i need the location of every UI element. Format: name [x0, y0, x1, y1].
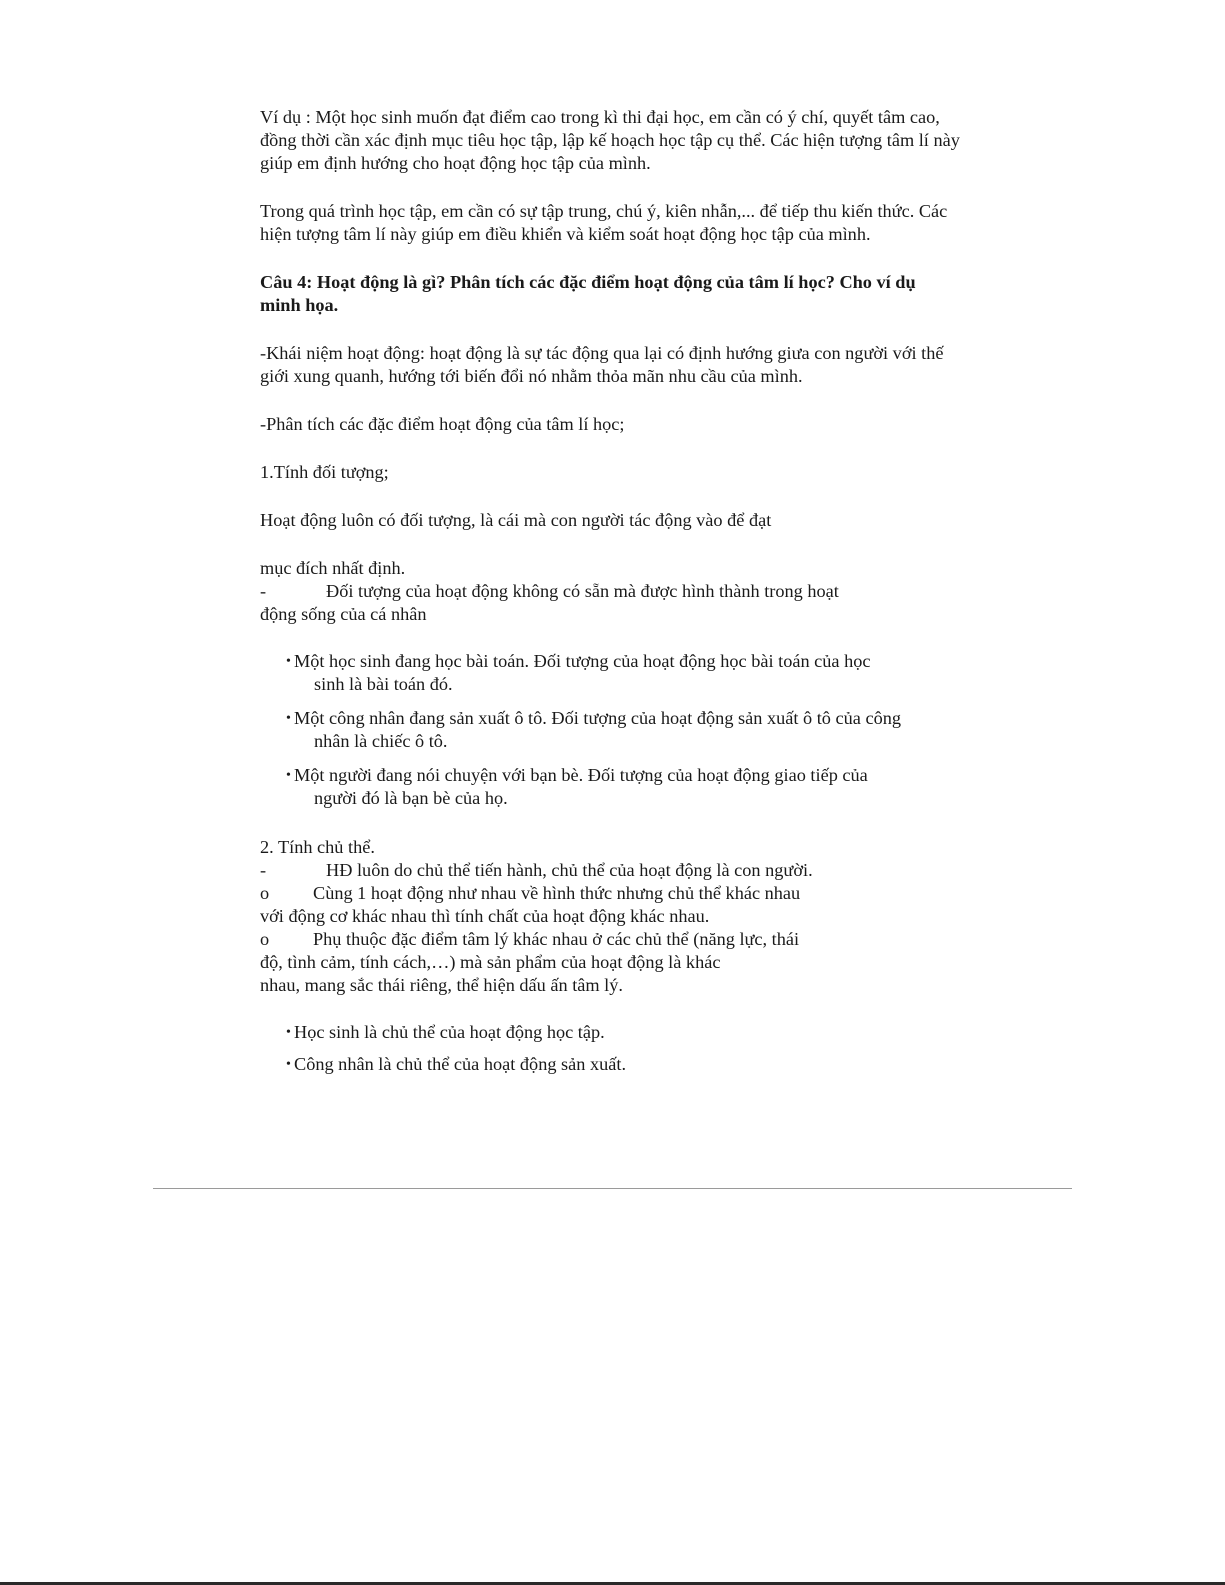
- list-item-text: Học sinh là chủ thể của hoạt động học tập.: [294, 1022, 605, 1042]
- section2-o1-text: Cùng 1 hoạt động như nhau về hình thức nhưng chủ thể khác nhau: [313, 883, 801, 903]
- section1-paragraph: Hoạt động luôn có đối tượng, là cái mà con người tác động vào để đạt: [260, 510, 772, 530]
- section1-title: 1.Tính đối tượng;: [260, 462, 389, 482]
- bullet-icon: •: [286, 654, 291, 669]
- list-item: [286, 650, 960, 696]
- bullet-icon: •: [286, 711, 291, 726]
- o-marker: o: [260, 929, 270, 949]
- list-item-text-continued: người đó là bạn bè của họ.: [314, 788, 508, 808]
- section2-dash-text: HĐ luôn do chủ thể tiến hành, chủ thể của hoạt động là con người.: [326, 860, 813, 880]
- list-item-text: Một học sinh đang học bài toán. Đối tượng của hoạt động học bài toán của học: [294, 651, 871, 671]
- list-item: [286, 1021, 960, 1044]
- section1-dash-text: Đối tượng của hoạt động không có sẵn mà được hình thành trong hoạt: [326, 581, 839, 601]
- question-heading: Câu 4: Hoạt động là gì? Phân tích các đặc điểm hoạt động của tâm lí học? Cho ví dụ minh họa.: [260, 272, 916, 315]
- page-divider: [153, 1188, 1072, 1189]
- section1-dash-item: [260, 580, 960, 603]
- section1-examples-list: [260, 650, 960, 810]
- concept-paragraph: -Khái niệm hoạt động: hoạt động là sự tác động qua lại có định hướng giưa con người với thế giới xung quanh, hướng tới biến đổi nó nhằm thỏa mãn nhu cầu của mình.: [260, 343, 944, 386]
- section2-o-item: [260, 882, 960, 905]
- bullet-icon: •: [286, 1057, 291, 1072]
- list-item-text: Công nhân là chủ thể của hoạt động sản xuất.: [294, 1054, 627, 1074]
- section2-o1-continued: với động cơ khác nhau thì tính chất của hoạt động khác nhau.: [260, 906, 710, 926]
- section2-o2-text: Phụ thuộc đặc điểm tâm lý khác nhau ở các chủ thể (năng lực, thái: [313, 929, 800, 949]
- section1-dash-continued: động sống của cá nhân: [260, 604, 427, 624]
- bullet-icon: •: [286, 1025, 291, 1040]
- section2-dash-item: [260, 859, 960, 882]
- section2-examples-list: [260, 1021, 960, 1076]
- document-page: [260, 106, 960, 1087]
- section2-o2-continued-2: nhau, mang sắc thái riêng, thể hiện dấu ấn tâm lý.: [260, 975, 623, 995]
- list-item-text: Một công nhân đang sản xuất ô tô. Đối tượng của hoạt động sản xuất ô tô của công: [294, 708, 901, 728]
- list-item: [286, 764, 960, 810]
- list-item-text-continued: nhân là chiếc ô tô.: [314, 731, 448, 751]
- section1-paragraph-continued: mục đích nhất định.: [260, 558, 406, 578]
- list-item: [286, 1053, 960, 1076]
- list-item: [286, 707, 960, 753]
- bullet-icon: •: [286, 768, 291, 783]
- o-marker: o: [260, 883, 270, 903]
- section2-o-item: [260, 928, 960, 951]
- list-item-text-continued: sinh là bài toán đó.: [314, 674, 453, 694]
- dash-marker: -: [260, 581, 267, 601]
- example-paragraph: Ví dụ : Một học sinh muốn đạt điểm cao trong kì thi đại học, em cần có ý chí, quyết tâm cao, đồng thời cần xác định mục tiêu học tập, lập kế hoạch học tập cụ thể. Các hiện tượng tâm lí này giúp em định hướng cho hoạt động học tập của mình.: [260, 107, 960, 173]
- section2-o2-continued: độ, tình cảm, tính cách,…) mà sản phẩm của hoạt động là khác: [260, 952, 721, 972]
- learning-paragraph: Trong quá trình học tập, em cần có sự tập trung, chú ý, kiên nhẫn,... để tiếp thu kiến thức. Các hiện tượng tâm lí này giúp em điều khiển và kiểm soát hoạt động học tập của mình.: [260, 201, 948, 244]
- dash-marker: -: [260, 860, 267, 880]
- section2-title: 2. Tính chủ thể.: [260, 837, 375, 857]
- analysis-paragraph: -Phân tích các đặc điểm hoạt động của tâm lí học;: [260, 414, 625, 434]
- list-item-text: Một người đang nói chuyện với bạn bè. Đối tượng của hoạt động giao tiếp của: [294, 765, 868, 785]
